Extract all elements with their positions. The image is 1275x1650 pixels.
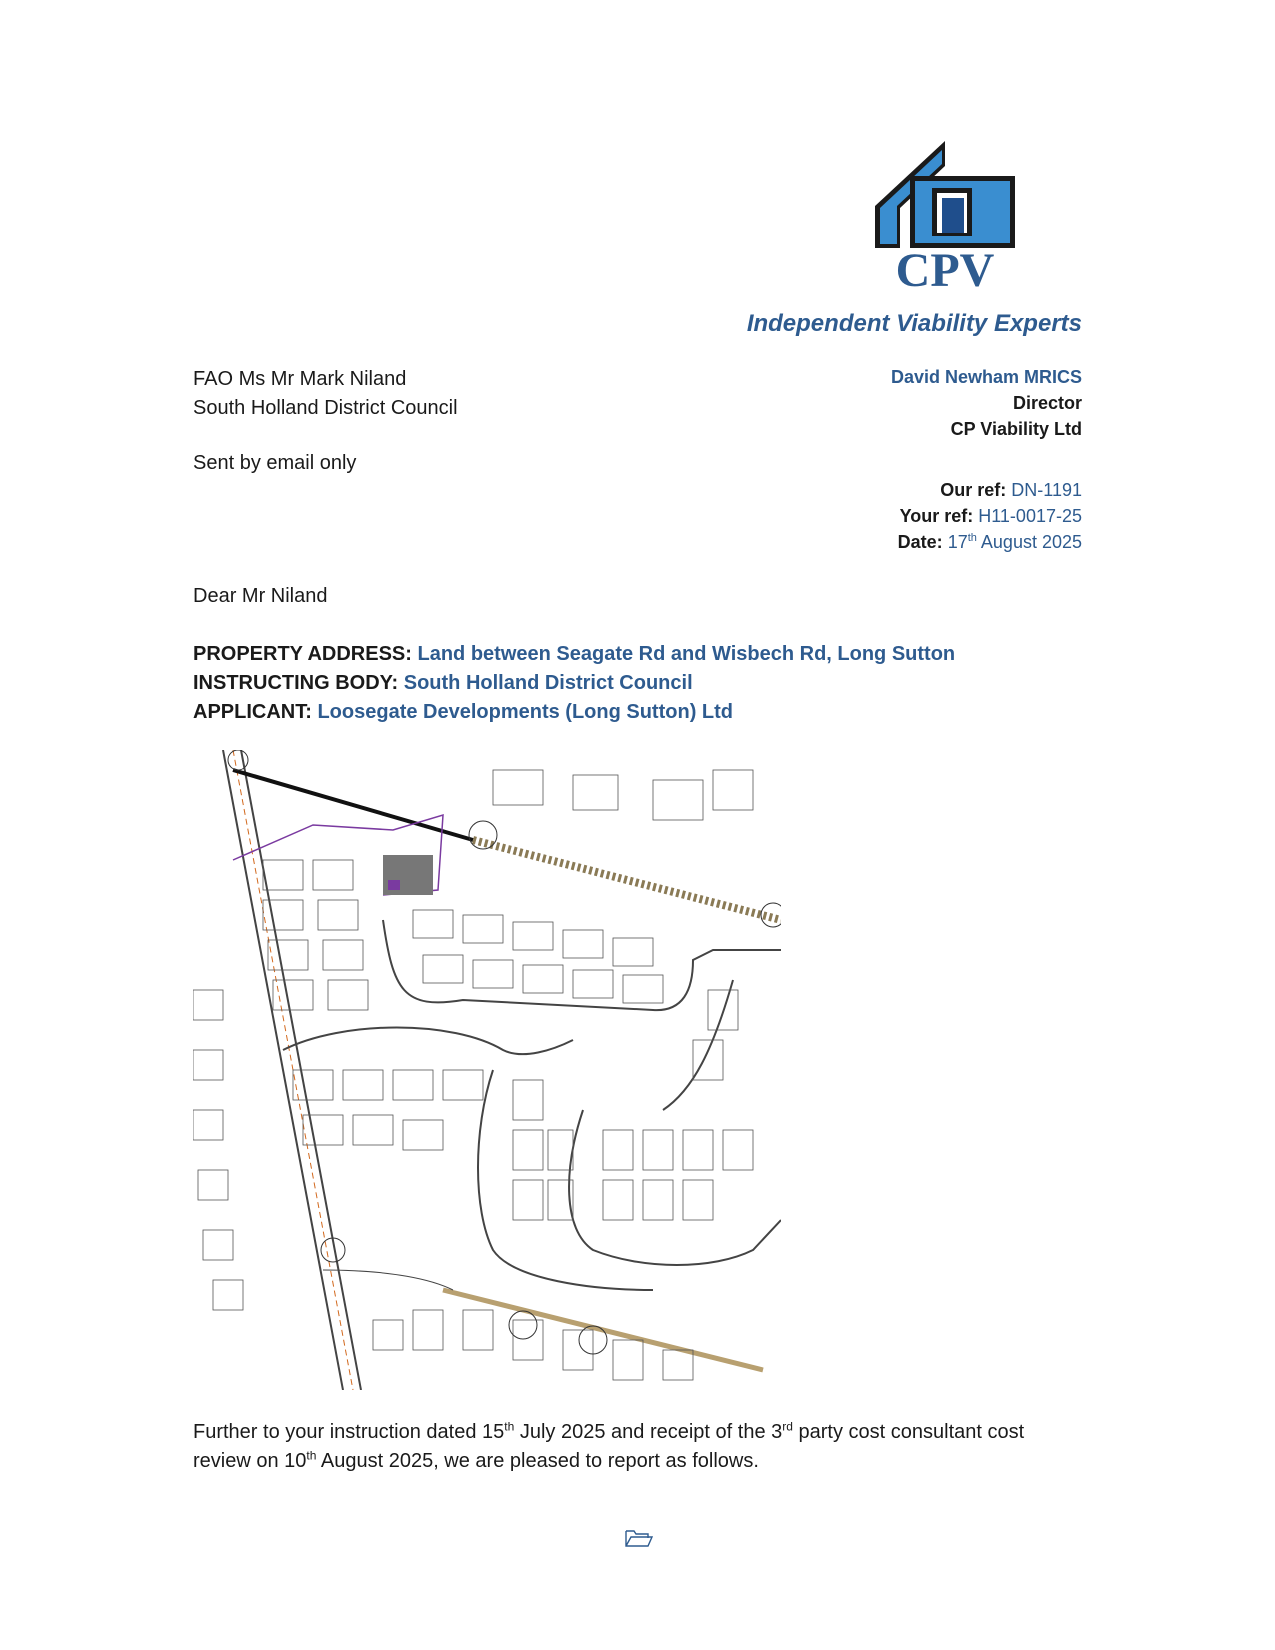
our-ref-value: DN-1191	[1011, 480, 1082, 500]
tagline: Independent Viability Experts	[746, 310, 1082, 337]
property-address-line: PROPERTY ADDRESS: Land between Seagate Rd and Wisbech Rd, Long Sutton	[193, 643, 956, 665]
property-details	[193, 640, 955, 727]
your-ref-value: H11-0017-25	[978, 506, 1082, 526]
our-ref: Our ref: DN-1191	[940, 480, 1082, 500]
instructing-body-value: South Holland District Council	[403, 672, 693, 694]
applicant-value: Loosegate Developments (Long Sutton) Ltd	[317, 701, 733, 723]
recipient-line-1: FAO Ms Mr Mark Niland	[193, 368, 407, 390]
site-layout-plan	[193, 750, 781, 1390]
delivery-note: Sent by email only	[193, 452, 357, 474]
sender-block	[891, 364, 1082, 442]
folder-icon	[624, 1526, 654, 1550]
references	[898, 477, 1082, 555]
letter-date: Date: 17th August 2025	[897, 532, 1082, 552]
date-value: 17th August 2025	[947, 532, 1082, 552]
sender-title: Director	[1012, 393, 1082, 413]
recipient-line-2: South Holland District Council	[193, 397, 458, 419]
logo-text: CPV	[895, 244, 995, 296]
instructing-body-line: INSTRUCTING BODY: South Holland District Council	[193, 672, 693, 694]
your-ref: Your ref: H11-0017-25	[899, 506, 1082, 526]
body-paragraph: Further to your instruction dated 15th July 2025 and receipt of the 3rd party cost consultant cost review on 10th August 2025, we are pleased to report as follows.	[193, 1419, 1025, 1472]
sender-name: David Newham MRICS	[890, 367, 1082, 387]
salutation: Dear Mr Niland	[193, 585, 328, 607]
property-address-value: Land between Seagate Rd and Wisbech Rd, Long Sutton	[417, 643, 956, 665]
cpv-logo	[870, 136, 1020, 296]
sender-company: CP Viability Ltd	[950, 419, 1082, 439]
applicant-line: APPLICANT: Loosegate Developments (Long Sutton) Ltd	[193, 701, 733, 723]
recipient-address	[193, 365, 458, 423]
